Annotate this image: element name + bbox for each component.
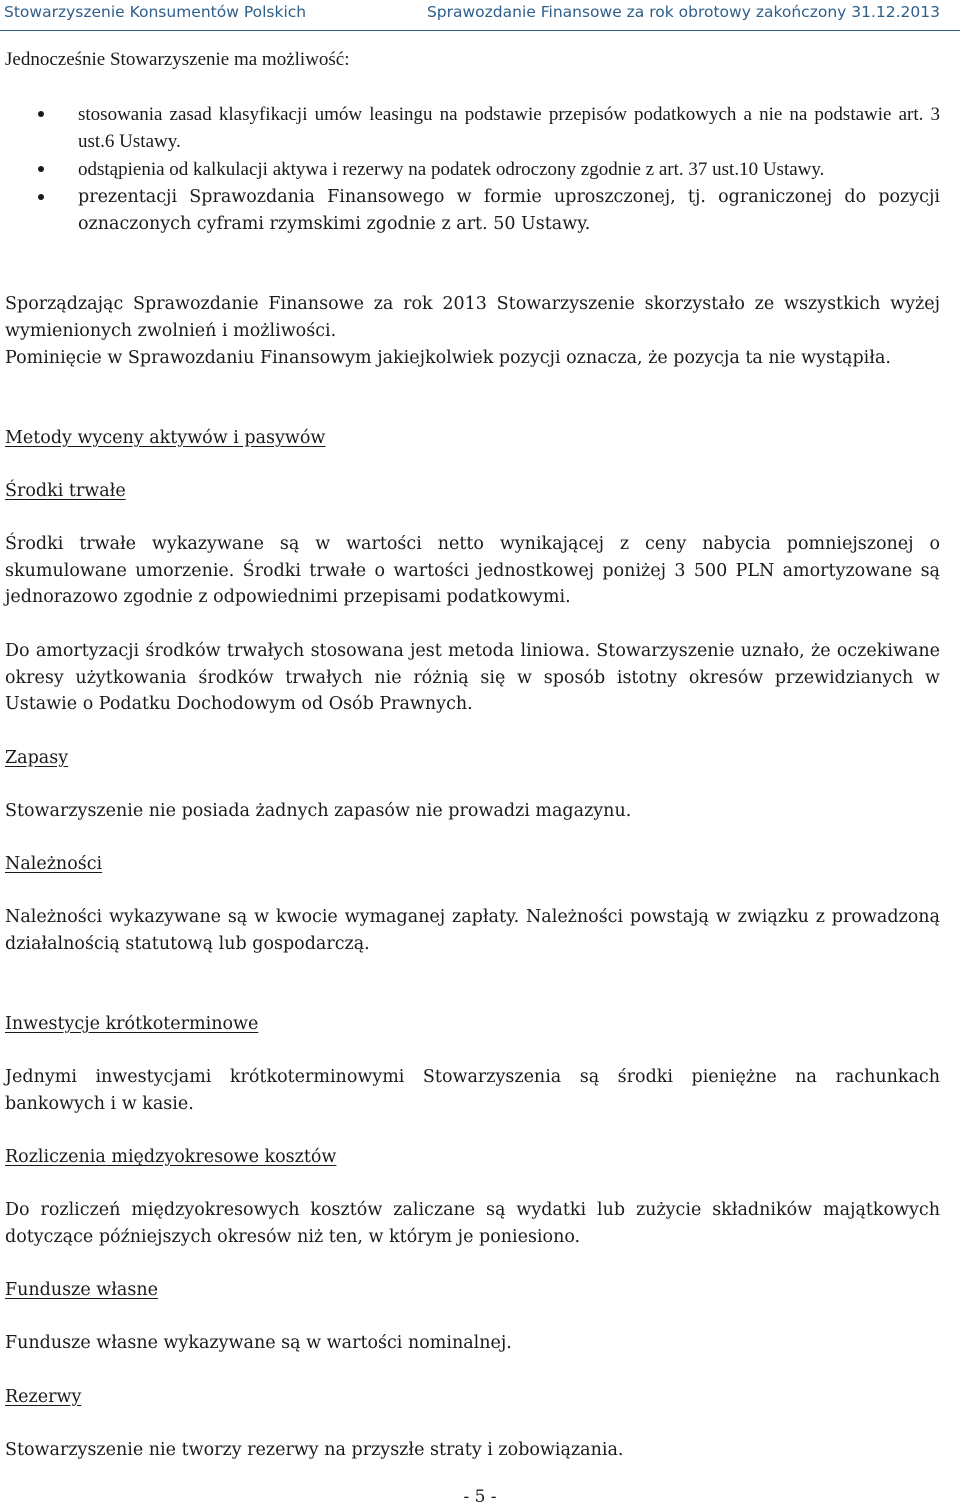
bullet-icon: [38, 166, 44, 172]
list-item-text: prezentacji Sprawozdania Finansowego w formie uproszczonej, tj. ograniczonej do pozycji oznaczonych cyframi rzymskimi zgodnie z art. 50 Ustawy.: [78, 187, 940, 234]
heading-inventory: Zapasy: [5, 748, 69, 768]
heading-short-term-investments: Inwestycje krótkoterminowe: [5, 1014, 259, 1034]
receivables-text: Należności wykazywane są w kwocie wymaganej zapłaty. Należności powstają w związku z prowadzoną działalnością statutową lub gospodarczą.: [5, 907, 940, 954]
bullet-icon: [38, 194, 44, 200]
list-item-text: stosowania zasad klasyfikacji umów leasingu na podstawie przepisów podatkowych a nie na podstawie art. 3 ust.6 Ustawy.: [78, 104, 940, 152]
prepayments-text: Do rozliczeń międzyokresowych kosztów zaliczane są wydatki lub zużycie składników majątkowych dotyczące późniejszych okresów niż ten, w którym je poniesiono.: [5, 1200, 940, 1247]
heading-fixed-assets: Środki trwałe: [5, 481, 126, 501]
page-number: - 5 -: [463, 1487, 497, 1507]
header-organization: Stowarzyszenie Konsumentów Polskich: [4, 3, 307, 21]
provisions-text: Stowarzyszenie nie tworzy rezerwy na przyszłe straty i zobowiązania.: [5, 1440, 624, 1460]
options-list: [0, 101, 940, 238]
heading-equity: Fundusze własne: [5, 1280, 158, 1300]
equity-text: Fundusze własne wykazywane są w wartości nominalnej.: [5, 1333, 512, 1353]
paragraph-omission: Pominięcie w Sprawozdaniu Finansowym jakiejkolwiek pozycji oznacza, że pozycja ta nie wystąpiła.: [5, 348, 891, 368]
page-header: [0, 0, 960, 31]
paragraph-summary: Sporządzając Sprawozdanie Finansowe za rok 2013 Stowarzyszenie skorzystało ze wszystkich wyżej wymienionych zwolnień i możliwości.: [5, 294, 940, 341]
list-item: [0, 156, 940, 183]
fixed-assets-text-2: Do amortyzacji środków trwałych stosowana jest metoda liniowa. Stowarzyszenie uznało, że oczekiwane okresy użytkowania środków trwałych nie różnią się w sposób istotny okresów przewidzianych w Ustawie o Podatku Dochodowym od Osób Prawnych.: [5, 641, 940, 714]
list-item: [0, 101, 940, 155]
heading-receivables: Należności: [5, 854, 103, 874]
heading-valuation-methods: Metody wyceny aktywów i pasywów: [5, 428, 326, 448]
heading-prepayments: Rozliczenia międzyokresowe kosztów: [5, 1147, 337, 1167]
intro-text: Jednocześnie Stowarzyszenie ma możliwość:: [5, 49, 350, 70]
list-item-text: odstąpienia od kalkulacji aktywa i rezerwy na podatek odroczony zgodnie z art. 37 ust.10 Ustawy.: [78, 159, 825, 180]
short-term-investments-text: Jednymi inwestycjami krótkoterminowymi Stowarzyszenia są środki pieniężne na rachunkach bankowych i w kasie.: [5, 1067, 940, 1114]
fixed-assets-text-1: Środki trwałe wykazywane są w wartości netto wynikającej z ceny nabycia pomniejszonej o skumulowane umorzenie. Środki trwałe o wartości jednostkowej poniżej 3 500 PLN amortyzowane są jednorazowo zgodnie z odpowiednimi przepisami podatkowymi.: [5, 534, 940, 607]
heading-provisions: Rezerwy: [5, 1387, 82, 1407]
inventory-text: Stowarzyszenie nie posiada żadnych zapasów nie prowadzi magazynu.: [5, 801, 632, 821]
bullet-icon: [38, 111, 44, 117]
list-item: [0, 184, 940, 238]
header-report-title: Sprawozdanie Finansowe za rok obrotowy zakończony 31.12.2013: [426, 3, 940, 21]
